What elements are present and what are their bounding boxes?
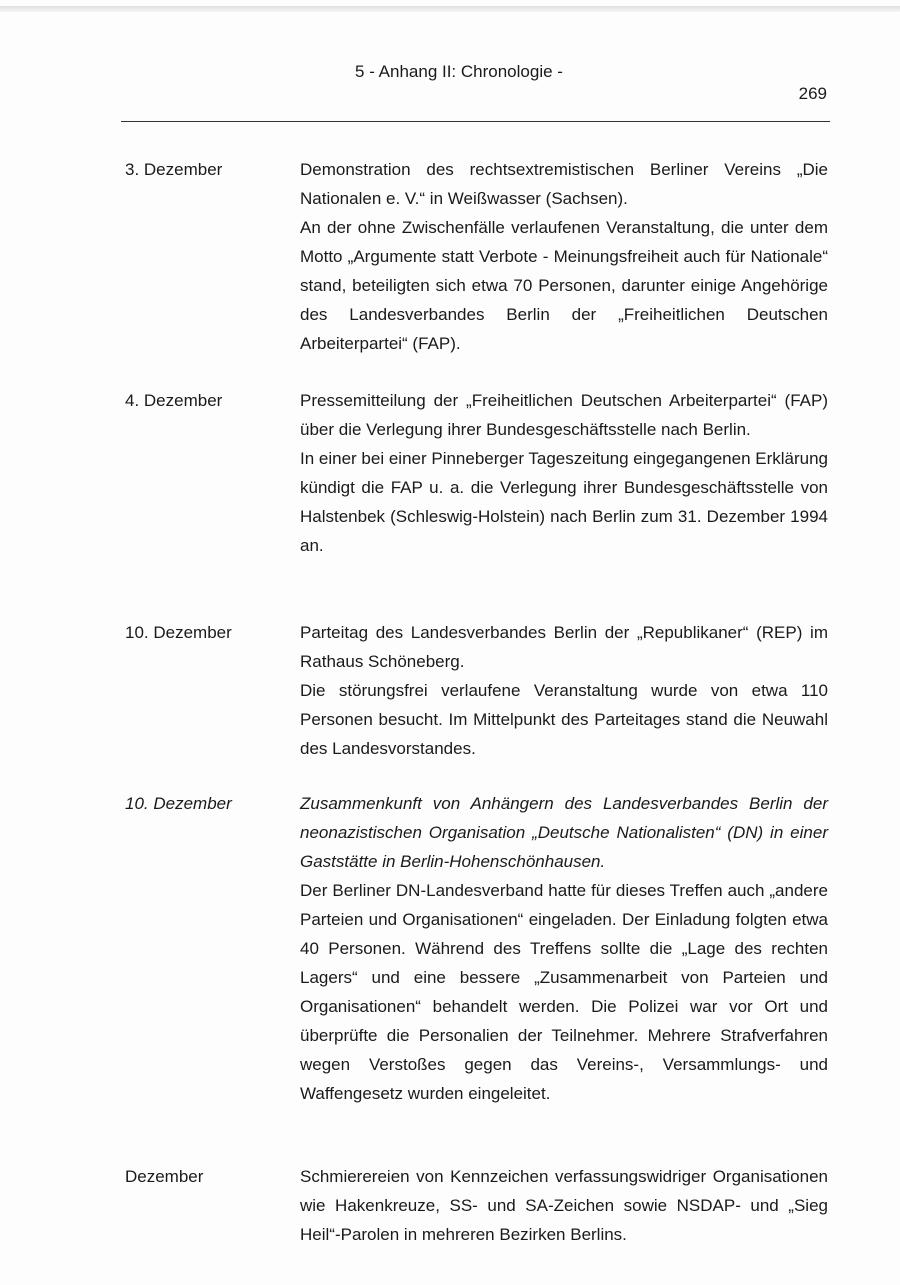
entry-text [300,155,828,358]
entry-date: 4. Dezember [125,391,223,410]
entry-text [300,618,828,763]
entry-paragraph: Demonstration des rechtsextremistischen Berliner Vereins „Die Nationalen e. V.“ in Weißwasser (Sachsen). [300,160,828,208]
entry-date: 3. Dezember [125,160,223,179]
entry-text [300,1162,828,1249]
entry-paragraph: Parteitag des Landesverbandes Berlin der „Republikaner“ (REP) im Rathaus Schöneberg. [300,623,828,671]
entry-date: 10. Dezember [125,623,232,642]
scan-edge-shadow [0,6,900,12]
entry-paragraph: Schmierereien von Kennzeichen verfassungswidriger Organisationen wie Hakenkreuze, SS- und SA-Zeichen sowie NSDAP- und „Sieg Heil“-Parolen in mehreren Bezirken Berlins. [300,1167,828,1244]
running-head: 5 - Anhang II: Chronologie - [355,62,563,81]
entry-paragraph: An der ohne Zwischenfälle verlaufenen Veranstaltung, die unter dem Motto „Argumente statt Verbote - Meinungsfreiheit auch für Nationale“ stand, beteiligten sich etwa 70 Personen, darunter einige Angehörige des Landesverbandes Berlin der „Freiheitlichen Deutschen Arbeiterpartei“ (FAP). [300,218,828,353]
entry-paragraph: In einer bei einer Pinneberger Tageszeitung eingegangenen Erklärung kündigt die FAP u. a. die Verlegung ihrer Bundesgeschäftsstelle von Halstenbek (Schleswig-Holstein) nach Berlin zum 31. Dezember 1994 an. [300,449,829,555]
page-number: 269 [798,84,827,103]
header-rule [121,121,830,122]
entry-date: Dezember [125,1167,204,1186]
entry-paragraph: Der Berliner DN-Landesverband hatte für dieses Treffen auch „andere Parteien und Organisationen“ eingeladen. Der Einladung folgten etwa 40 Personen. Während des Treffens sollte die „Lage des rechten Lagers“ und eine bessere „Zusammenarbeit von Parteien und Organisationen“ behandelt werden. Die Polizei war vor Ort und überprüfte die Personalien der Teilnehmer. Mehrere Strafverfahren wegen Verstoßes gegen das Vereins-, Versammlungs- und Waffengesetz wurden eingeleitet. [300,881,828,1103]
entry-paragraph: Pressemitteilung der „Freiheitlichen Deutschen Arbeiterpartei“ (FAP) über die Verlegung ihrer Bundesgeschäftsstelle nach Berlin. [300,391,828,439]
entry-paragraph: Zusammenkunft von Anhängern des Landesverbandes Berlin der neonazistischen Organisation „Deutsche Nationalisten“ (DN) in einer Gaststätte in Berlin-Hohenschönhausen. [300,794,828,871]
entry-date: 10. Dezember [125,794,232,813]
entry-text [300,789,828,1108]
entry-paragraph: Die störungsfrei verlaufene Veranstaltung wurde von etwa 110 Personen besucht. Im Mittelpunkt des Parteitages stand die Neuwahl des Landesvorstandes. [300,681,828,758]
entry-text [300,386,828,560]
